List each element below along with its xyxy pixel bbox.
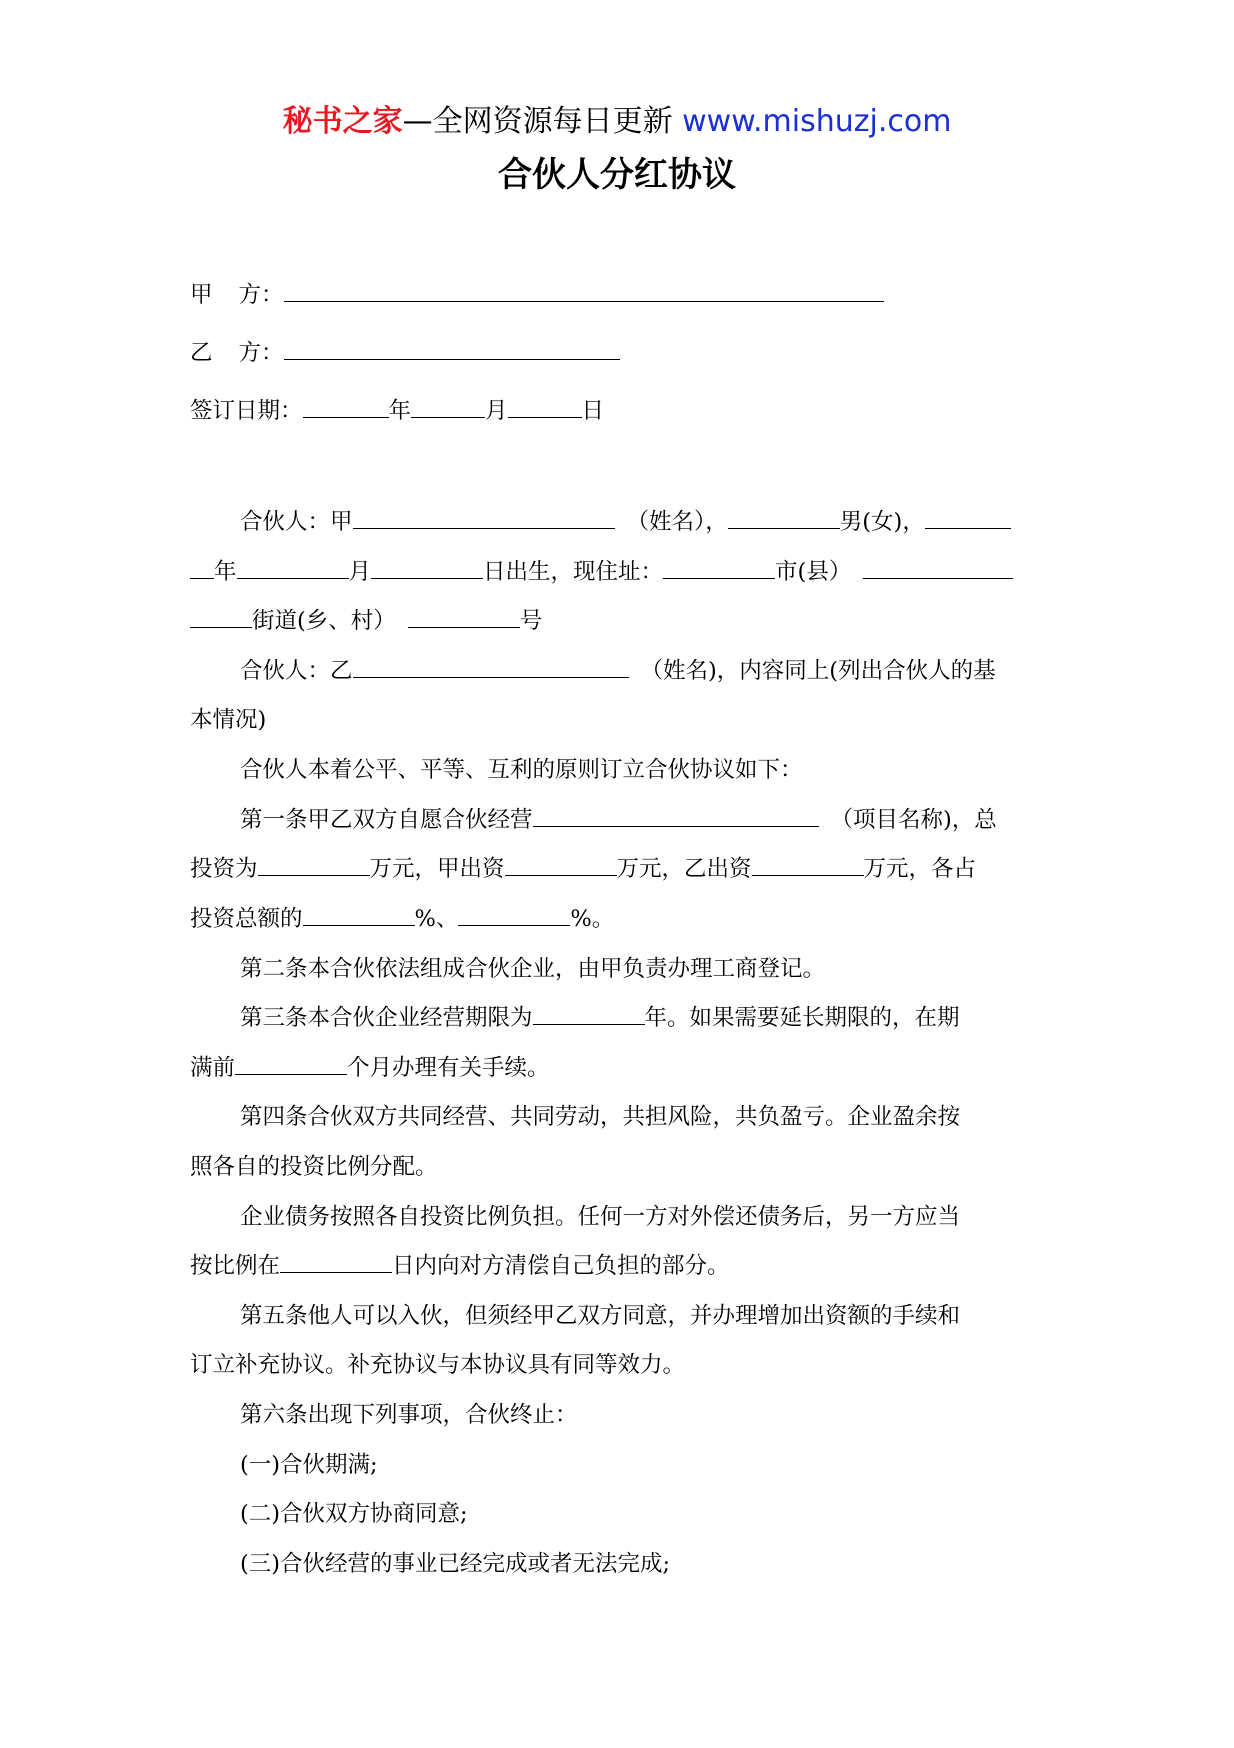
- sign-day-blank[interactable]: [508, 395, 582, 418]
- clause-line-10: 第二条本合伙依法组成合伙企业，由甲负责办理工商登记。: [240, 956, 826, 982]
- clause-text: 满前: [190, 1055, 236, 1081]
- document-title: 合伙人分红协议: [498, 155, 736, 195]
- clause-line-13: 第四条合伙双方共同经营、共同劳动，共担风险，共负盈亏。企业盈余按: [240, 1104, 961, 1130]
- clause-line-12: [190, 1052, 1046, 1084]
- clause-text: 市(县）: [775, 559, 852, 585]
- clause-text: 第一条甲乙双方自愿合伙经营: [240, 807, 533, 833]
- fill-blank[interactable]: [353, 506, 615, 529]
- fill-blank[interactable]: [258, 853, 370, 876]
- clause-line-3: [190, 605, 1046, 637]
- sign-year-label: 年: [388, 398, 412, 424]
- clause-line-6: 合伙人本着公平、平等、互利的原则订立合伙协议如下：: [240, 757, 803, 783]
- sign-date-line: [190, 395, 1046, 427]
- clause-text: （姓名)，内容同上(列出合伙人的基: [640, 658, 996, 684]
- clause-text: 月: [348, 559, 372, 585]
- clause-line-1: [190, 506, 1046, 538]
- clause-text: 日内向对方清偿自己负担的部分。: [392, 1253, 730, 1279]
- clause-line-4: [190, 655, 1046, 687]
- site-banner: [0, 100, 1234, 144]
- sign-month-blank[interactable]: [411, 395, 485, 418]
- clause-text: 投资为: [190, 856, 258, 882]
- clause-line-8: [190, 853, 1046, 885]
- fill-blank[interactable]: [190, 605, 252, 628]
- clause-line-21: (二)合伙双方协商同意;: [240, 1501, 468, 1527]
- clause-line-17: 第五条他人可以入伙，但须经甲乙双方同意，并办理增加出资额的手续和: [240, 1303, 961, 1329]
- clause-line-9: [190, 903, 1046, 935]
- fill-blank[interactable]: [190, 556, 214, 579]
- clause-text: 年。如果需要延长期限的，在期: [644, 1005, 960, 1031]
- fill-blank[interactable]: [728, 506, 840, 529]
- clause-text: 万元，甲出资: [369, 856, 505, 882]
- clause-text: 投资总额的: [190, 906, 303, 932]
- clause-text: 个月办理有关手续。: [347, 1055, 550, 1081]
- clause-text: 年: [214, 559, 237, 585]
- clause-text: 街道(乡、村）: [252, 608, 396, 634]
- clause-text: 合伙人：甲: [240, 509, 353, 535]
- clause-text: 号: [519, 608, 543, 634]
- clause-text: 第三条本合伙企业经营期限为: [240, 1005, 533, 1031]
- party-b-label: 乙: [190, 340, 213, 366]
- fill-blank[interactable]: [235, 1052, 347, 1075]
- clause-line-20: (一)合伙期满;: [240, 1452, 378, 1478]
- clause-text: （姓名），: [626, 509, 728, 535]
- party-b-blank[interactable]: [284, 337, 620, 360]
- clause-line-2: [190, 556, 1046, 588]
- sign-year-blank[interactable]: [303, 395, 389, 418]
- clause-line-22: (三)合伙经营的事业已经完成或者无法完成;: [240, 1551, 671, 1577]
- clause-text: 合伙人：乙: [240, 658, 353, 684]
- fill-blank[interactable]: [505, 853, 617, 876]
- fill-blank[interactable]: [280, 1250, 392, 1273]
- clause-text: 日出生，现住址：: [483, 559, 664, 585]
- clause-text: %。: [570, 906, 615, 932]
- brand-name: 秘书之家: [282, 104, 403, 139]
- fill-blank[interactable]: [237, 556, 349, 579]
- site-url-link[interactable]: www.mishuzj.com: [682, 104, 952, 139]
- clause-line-11: [190, 1002, 1046, 1034]
- party-a-blank[interactable]: [284, 279, 884, 302]
- banner-tagline: —全网资源每日更新: [402, 104, 683, 139]
- party-a-suffix: 方：: [238, 282, 284, 308]
- fill-blank[interactable]: [533, 1002, 645, 1025]
- sign-date-label: 签订日期：: [190, 398, 303, 424]
- clause-text: 按比例在: [190, 1253, 281, 1279]
- clause-line-19: 第六条出现下列事项，合伙终止：: [240, 1402, 578, 1428]
- clause-line-5: 本情况): [190, 707, 267, 733]
- clause-text: （项目名称)，总: [830, 807, 997, 833]
- clause-line-18: 订立补充协议。补充协议与本协议具有同等效力。: [190, 1352, 686, 1378]
- fill-blank[interactable]: [303, 903, 415, 926]
- clause-text: 男(女)，: [839, 509, 925, 535]
- party-b-line: [190, 337, 1046, 369]
- fill-blank[interactable]: [752, 853, 864, 876]
- fill-blank[interactable]: [533, 804, 819, 827]
- sign-day-label: 日: [581, 398, 605, 424]
- sign-month-label: 月: [485, 398, 508, 424]
- fill-blank[interactable]: [663, 556, 775, 579]
- clause-text: 万元，各占: [863, 856, 977, 882]
- fill-blank[interactable]: [408, 605, 520, 628]
- clause-line-14: 照各自的投资比例分配。: [190, 1154, 438, 1180]
- party-a-label: 甲: [190, 282, 213, 308]
- fill-blank[interactable]: [458, 903, 570, 926]
- clause-line-7: [190, 804, 1046, 836]
- fill-blank[interactable]: [863, 556, 1013, 579]
- clause-line-16: [190, 1250, 1046, 1282]
- clause-text: 万元，乙出资: [616, 856, 752, 882]
- fill-blank[interactable]: [371, 556, 483, 579]
- fill-blank[interactable]: [925, 506, 1011, 529]
- clause-text: %、: [414, 906, 459, 932]
- fill-blank[interactable]: [353, 655, 629, 678]
- clause-line-15: 企业债务按照各自投资比例负担。任何一方对外偿还债务后，另一方应当: [240, 1204, 961, 1230]
- party-a-line: [190, 279, 1046, 311]
- party-b-suffix: 方：: [238, 340, 284, 366]
